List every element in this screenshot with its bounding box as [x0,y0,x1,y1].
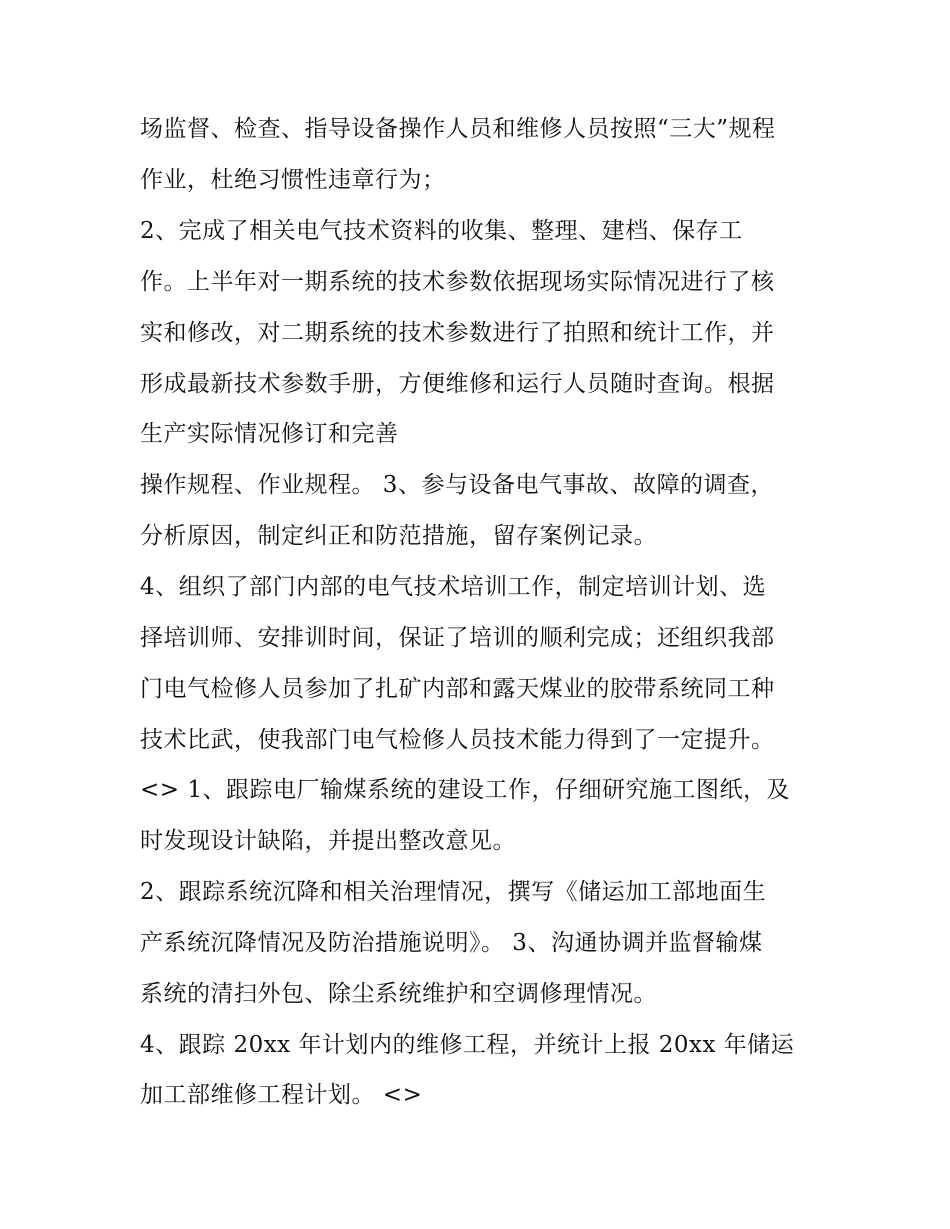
text-line: 4、组织了部门内部的电气技术培训工作，制定培训计划、选 [140,574,767,600]
text-line: 作。上半年对一期系统的技术参数依据现场实际情况进行了核 [140,269,775,295]
text-line: 2、跟踪系统沉降和相关治理情况，撰写《储运加工部地面生 [140,879,767,905]
text-line: 择培训师、安排训时间，保证了培训的顺利完成；还组织我部 [140,625,775,651]
text-line: 2、完成了相关电气技术资料的收集、整理、建档、保存工 [140,218,743,244]
text-line: 分析原因，制定纠正和防范措施，留存案例记录。 [140,523,657,549]
text-line: 操作规程、作业规程。 3、参与设备电气事故、故障的调查， [140,472,774,498]
text-line: 门电气检修人员参加了扎矿内部和露天煤业的胶带系统同工种 [140,676,775,702]
text-line: 实和修改，对二期系统的技术参数进行了拍照和统计工作，并 [140,320,775,346]
text-line: 加工部维修工程计划。 <> [140,1082,423,1108]
text-line: 4、跟踪 20xx 年计划内的维修工程，并统计上报 20xx 年储运 [140,1032,795,1058]
text-line: 产系统沉降情况及防治措施说明》。 3、沟通协调并监督输煤 [140,930,763,956]
text-line: 场监督、检查、指导设备操作人员和维修人员按照“三大”规程 [140,116,776,142]
text-line: <> 1、跟踪电厂输煤系统的建设工作，仔细研究施工图纸，及 [140,777,790,803]
text-line: 系统的清扫外包、除尘系统维护和空调修理情况。 [140,981,657,1007]
text-line: 时发现设计缺陷，并提出整改意见。 [140,828,516,854]
text-line: 形成最新技术参数手册，方便维修和运行人员随时查询。根据 [140,371,775,397]
text-line: 生产实际情况修订和完善 [140,421,399,447]
text-line: 技术比武，使我部门电气检修人员技术能力得到了一定提升。 [140,727,775,753]
text-line: 作业，杜绝习惯性违章行为； [140,167,446,193]
